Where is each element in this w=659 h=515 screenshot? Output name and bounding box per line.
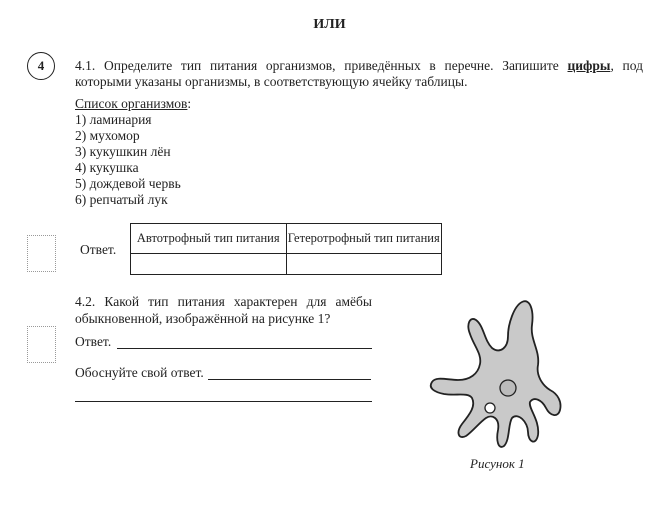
heading-or: ИЛИ (313, 17, 346, 32)
score-box-4-2[interactable] (27, 326, 56, 363)
figure-caption: Рисунок 1 (470, 456, 525, 471)
answer-label-4-2: Ответ. (75, 334, 112, 349)
header-heterotrophic: Гетеротрофный тип питания (286, 224, 442, 254)
q41-text: 4.1. Определите тип питания организмов, приведённых в перечне. Запишите (75, 58, 568, 73)
question-4-2: 4.2. Какой тип питания характерен для амёбы обыкновенной, изображённой на рисунке 1? (75, 294, 372, 326)
q41-bold-word: цифры (567, 58, 611, 73)
list-colon: : (187, 96, 192, 111)
justify-label: Обоснуйте свой ответ. (75, 365, 204, 380)
justify-line-1[interactable] (208, 379, 371, 380)
cell-autotrophic[interactable] (131, 254, 287, 275)
answer-line[interactable] (117, 348, 372, 349)
justify-line-2[interactable] (75, 401, 372, 402)
list-item: 3) кукушкин лён (75, 144, 171, 159)
q41-text-after: , под которыми указаны организмы, в соответствующую ячейку таблицы. (75, 58, 643, 89)
list-item: 6) репчатый лук (75, 192, 168, 207)
list-title: Список организмов (75, 96, 188, 111)
amoeba-illustration (400, 290, 590, 460)
header-autotrophic: Автотрофный тип питания (131, 224, 287, 254)
nucleus (500, 380, 516, 396)
task-number-badge: 4 (27, 52, 55, 80)
score-box-4-1[interactable] (27, 235, 56, 272)
answer-label-4-1: Ответ. (80, 242, 117, 257)
list-item: 2) мухомор (75, 128, 140, 143)
list-item: 5) дождевой червь (75, 176, 181, 191)
organism-list (75, 96, 191, 208)
question-4-1 (75, 58, 643, 89)
list-item: 4) кукушка (75, 160, 139, 175)
cell-heterotrophic[interactable] (286, 254, 442, 275)
vacuole (485, 403, 495, 413)
list-item: 1) ламинария (75, 112, 152, 127)
answer-table (130, 223, 442, 275)
